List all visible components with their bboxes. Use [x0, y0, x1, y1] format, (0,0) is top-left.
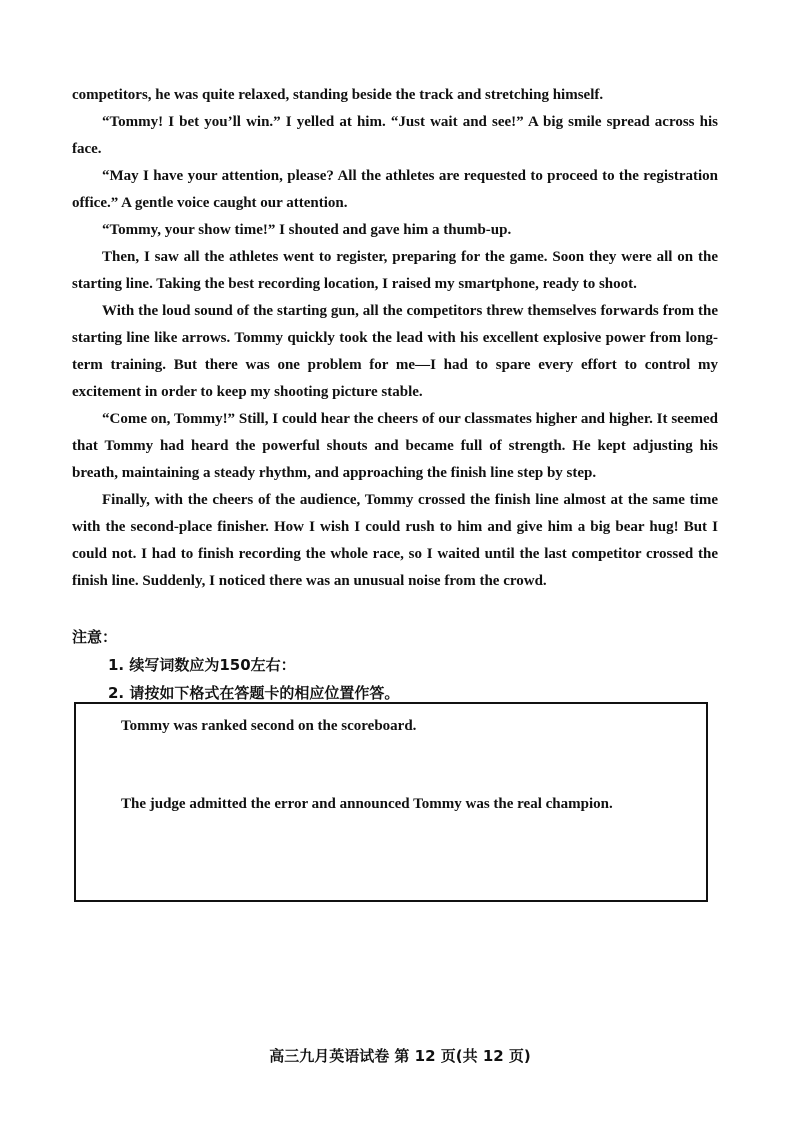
- answer-first-sentence: Tommy was ranked second on the scoreboard.: [121, 718, 417, 734]
- answer-box: [74, 702, 708, 902]
- notes-title: 注意：: [72, 628, 118, 646]
- story-paragraph-4: “Tommy, your show time!” I shouted and gave him a thumb-up.: [102, 222, 512, 238]
- page-footer: 高三九月英语试卷 第 12 页(共 12 页): [269, 1047, 531, 1065]
- note-item-2: 2. 请按如下格式在答题卡的相应位置作答。: [108, 684, 400, 702]
- story-paragraph-6: With the loud sound of the starting gun, all the competitors threw themselves forwards from the starting line like arrows. Tommy quickly took the lead with his excellent explosive power from long-term training. But there was one problem for me—I had to spare every effort to control my excitement in order to keep my shooting picture stable.: [72, 303, 718, 400]
- answer-second-sentence: The judge admitted the error and announced Tommy was the real champion.: [121, 796, 613, 812]
- story-paragraph-3: “May I have your attention, please? All the athletes are requested to proceed to the registration office.” A gentle voice caught our attention.: [72, 168, 718, 211]
- story-paragraph-5: Then, I saw all the athletes went to register, preparing for the game. Soon they were all on the starting line. Taking the best recording location, I raised my smartphone, ready to shoot.: [72, 249, 718, 292]
- story-paragraph-2: “Tommy! I bet you’ll win.” I yelled at him. “Just wait and see!” A big smile spread across his face.: [72, 114, 718, 157]
- notes-section: [72, 623, 718, 707]
- story-paragraph-8: Finally, with the cheers of the audience, Tommy crossed the finish line almost at the same time with the second-place finisher. How I wish I could rush to him and give him a big bear hug! But I could not. I had to finish recording the whole race, so I waited until the last competitor crossed the finish line. Suddenly, I noticed there was an unusual noise from the crowd.: [72, 492, 718, 589]
- note-item-1: 1. 续写词数应为150左右：: [108, 656, 296, 674]
- story-text: [72, 82, 718, 595]
- story-paragraph-1: competitors, he was quite relaxed, standing beside the track and stretching himself.: [72, 87, 604, 103]
- story-paragraph-7: “Come on, Tommy!” Still, I could hear the cheers of our classmates higher and higher. It seemed that Tommy had heard the powerful shouts and became full of strength. He kept adjusting his breath, maintaining a steady rhythm, and approaching the finish line step by step.: [72, 411, 718, 481]
